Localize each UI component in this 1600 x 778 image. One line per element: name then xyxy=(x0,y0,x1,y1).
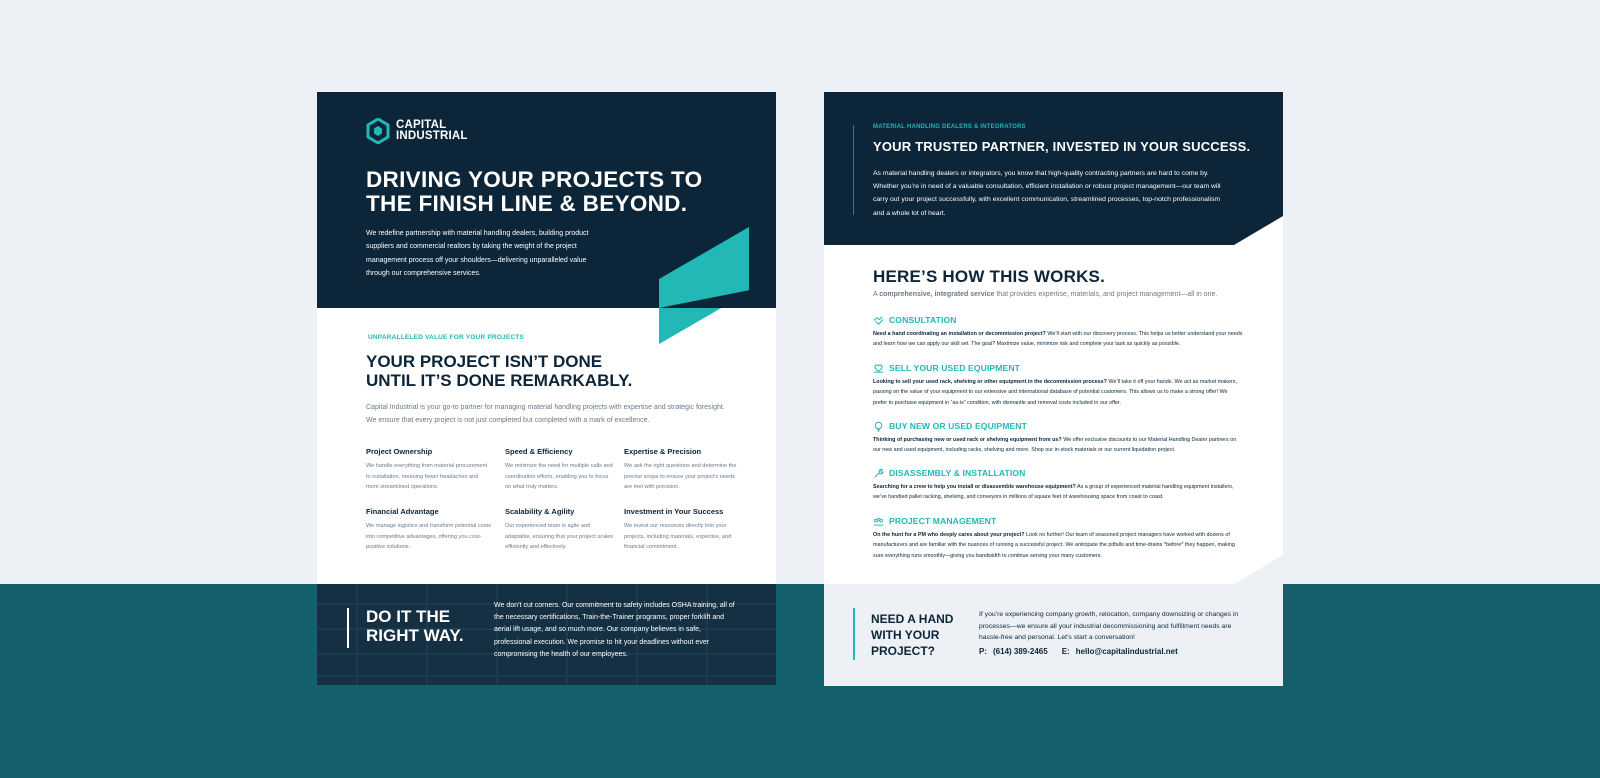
team-icon xyxy=(873,516,884,527)
hero-title xyxy=(366,168,746,216)
service-head xyxy=(873,515,1243,527)
service-lead: Looking to sell your used rack, shelving or other equipment in the decommission process? xyxy=(873,379,1107,385)
how-it-works-subtitle xyxy=(873,291,1273,298)
logo-line-1: CAPITAL xyxy=(396,119,447,131)
hero-body-text: We redefine partnership with material handling dealers, building product suppliers and commercial realtors by taking the weight of the project management process off your shoulders—delivering unparalleled value through our comprehensive services. xyxy=(366,230,589,277)
service-title: SELL YOUR USED EQUIPMENT xyxy=(889,363,1021,373)
hero-title-line-1: DRIVING YOUR PROJECTS TO xyxy=(366,167,703,192)
service-head xyxy=(873,314,1243,326)
feature-body: We handle everything from material procurement to installation, meaning fewer headaches and more streamlined operations. xyxy=(366,463,488,490)
service-text: As a group of experienced material handling equipment installers, we’ve handled pallet racking, shelving, and conveyors in millions of square feet of warehousing space from coast to coast. xyxy=(873,484,1234,501)
feature-body: Our experienced team is agile and adaptable, ensuring that your project scales efficiently and effectively. xyxy=(505,523,614,550)
feature-body: We minimize the need for multiple calls and coordination efforts, enabling you to focus on what truly matters. xyxy=(505,463,613,490)
company-logo xyxy=(366,118,468,144)
cta-title-line-3: PROJECT? xyxy=(871,644,936,658)
service-body xyxy=(873,377,1243,408)
feature-body: We ask the right questions and determine the precise scope to ensure your project’s needs are met with precision. xyxy=(624,463,737,490)
service-head xyxy=(873,362,1243,374)
service-body xyxy=(873,329,1243,350)
cta-title xyxy=(871,611,971,659)
service-title: PROJECT MANAGEMENT xyxy=(889,516,997,526)
service-head xyxy=(873,467,1243,479)
service-project-management xyxy=(873,515,1243,561)
logo-line-2: INDUSTRIAL xyxy=(396,130,468,142)
service-lead: Need a hand coordinating an installation or decommission project? xyxy=(873,331,1046,337)
feature-investment-success xyxy=(624,507,739,553)
hexagon-logo-icon xyxy=(366,118,390,144)
value-title-line-1: YOUR PROJECT ISN’T DONE xyxy=(366,352,603,371)
service-lead: On the hunt for a PM who deeply cares about your project? xyxy=(873,532,1025,538)
service-title: CONSULTATION xyxy=(889,315,957,325)
feature-title: Investment in Your Success xyxy=(624,507,724,516)
feature-title: Speed & Efficiency xyxy=(505,447,573,456)
service-lead: Thinking of purchasing new or used rack or shelving equipment from us? xyxy=(873,437,1062,443)
feature-expertise-precision xyxy=(624,447,739,493)
email-address: hello@capitalindustrial.net xyxy=(1075,647,1178,656)
service-disassembly-installation xyxy=(873,467,1243,503)
how-it-works-title: HERE’S HOW THIS WORKS. xyxy=(873,267,1106,286)
safety-accent-rule xyxy=(347,608,349,648)
partner-eyebrow: MATERIAL HANDLING DEALERS & INTEGRATORS xyxy=(873,124,1026,130)
lightbulb-icon xyxy=(873,421,884,432)
value-eyebrow: UNPARALLELED VALUE FOR YOUR PROJECTS xyxy=(368,334,524,341)
feature-title: Financial Advantage xyxy=(366,507,439,516)
service-sell-used-equipment xyxy=(873,362,1243,408)
how-sub-prefix: A xyxy=(873,291,880,298)
hero-title-line-2: THE FINISH LINE & BEYOND. xyxy=(366,191,688,216)
how-sub-rest: that provides expertise, materials, and project management—all in one. xyxy=(994,291,1218,298)
partner-title: YOUR TRUSTED PARTNER, INVESTED IN YOUR SUCCESS. xyxy=(873,139,1251,154)
teal-background-band xyxy=(0,584,1600,778)
value-intro: Capital Industrial is your go-to partner for managing material handling projects with expertise and strategic foresight. We ensure that every project is not just completed but completed with a mark of excellence. xyxy=(366,404,725,424)
feature-body: We manage logistics and transform potential costs into competitive advantages, offering you cost-positive solutions. xyxy=(366,523,491,550)
service-text: We’ll start with our discovery process. This helps us better understand your needs and learn how we can apply our skill set. The goal? Maximize value, minimize risk and complete your task as quickly as possible. xyxy=(873,331,1243,348)
contact-cta-section xyxy=(824,584,1283,686)
service-text: Look no further! Our team of seasoned project managers have worked with dozens of manufacturers and are familiar with the nuances of running a successful project. We anticipate the pitfalls and time-drains *before* they happen, making sure everything runs smoothly—giving you bandwidth to continue serving your many customers. xyxy=(873,532,1235,559)
feature-title: Scalability & Agility xyxy=(505,507,575,516)
cta-accent-rule xyxy=(853,608,855,660)
wrench-icon xyxy=(873,468,884,479)
cta-title-line-2: WITH YOUR xyxy=(871,628,940,642)
brochure-page-right xyxy=(824,92,1283,686)
service-text: We offer exclusive discounts to our Material Handling Dealer partners on our new and used equipment, including racks, shelving and more. Shop our in-stock materials or our current liquidation project. xyxy=(873,437,1237,454)
hand-heart-icon xyxy=(873,363,884,374)
phone-number: (614) 389-2465 xyxy=(993,647,1048,656)
feature-project-ownership xyxy=(366,447,491,493)
service-head xyxy=(873,420,1243,432)
feature-body: We invest our resources directly into your projects, including materials, expertise, and financial commitment. xyxy=(624,523,732,550)
value-title xyxy=(366,352,666,390)
service-title: DISASSEMBLY & INSTALLATION xyxy=(889,468,1026,478)
brochure-page-left xyxy=(317,92,776,685)
value-title-line-2: UNTIL IT’S DONE REMARKABLY. xyxy=(366,371,633,390)
safety-title-line-1: DO IT THE xyxy=(366,607,451,626)
service-body xyxy=(873,435,1243,456)
service-body xyxy=(873,482,1243,503)
feature-speed-efficiency xyxy=(505,447,615,493)
feature-financial-advantage xyxy=(366,507,491,553)
service-lead: Searching for a crew to help you install or disassemble warehouse equipment? xyxy=(873,484,1076,490)
safety-body: We don’t cut corners. Our commitment to safety includes OSHA training, all of the necessary certifications, Train-the-Trainer programs, proper forklift and aerial lift usage, and so much more. Our company believes in safe, professional execution. We promise to hit your deadlines without ever compromising the health of our employees. xyxy=(494,602,735,658)
handshake-icon xyxy=(873,315,884,326)
safety-section xyxy=(317,584,776,685)
logo-wordmark xyxy=(396,120,468,142)
service-consultation xyxy=(873,314,1243,350)
feature-title: Project Ownership xyxy=(366,447,433,456)
service-buy-equipment xyxy=(873,420,1243,456)
service-body xyxy=(873,530,1243,561)
how-sub-bold: comprehensive, integrated service xyxy=(879,291,995,298)
email-label: E: xyxy=(1061,647,1070,656)
partner-accent-rule xyxy=(853,125,854,215)
phone-label: P: xyxy=(979,647,987,656)
service-title: BUY NEW OR USED EQUIPMENT xyxy=(889,421,1027,431)
safety-title xyxy=(366,608,486,645)
partner-intro: As material handling dealers or integrators, you know that high-quality contracting partners are hard to come by. Whether you’re in need of a valuable consultation, efficient installation or robust project management—our team will carry out your project successfully, with excellent communication, streamlined processes, top-notch professionalism and a whole lot of heart. xyxy=(873,170,1221,217)
cta-title-line-1: NEED A HAND xyxy=(871,612,954,626)
cta-body: If you’re experiencing company growth, relocation, company downsizing or changes in processes—we ensure all your industrial decommissioning and fulfillment needs are hassle-free and personal. Let’s start a conversation! xyxy=(979,611,1239,642)
service-text: We’ll take it off your hands. We act as market makers, passing on the value of your equipment to our extensive and international database of potential customers. This allows us to make a strong offer! We prefer to purchase equipment in “as-is” condition, with dismantle and removal costs included in our offer. xyxy=(873,379,1237,406)
feature-title: Expertise & Precision xyxy=(624,447,702,456)
safety-title-line-2: RIGHT WAY. xyxy=(366,625,464,645)
feature-scalability-agility xyxy=(505,507,615,553)
contact-info xyxy=(979,647,1184,656)
